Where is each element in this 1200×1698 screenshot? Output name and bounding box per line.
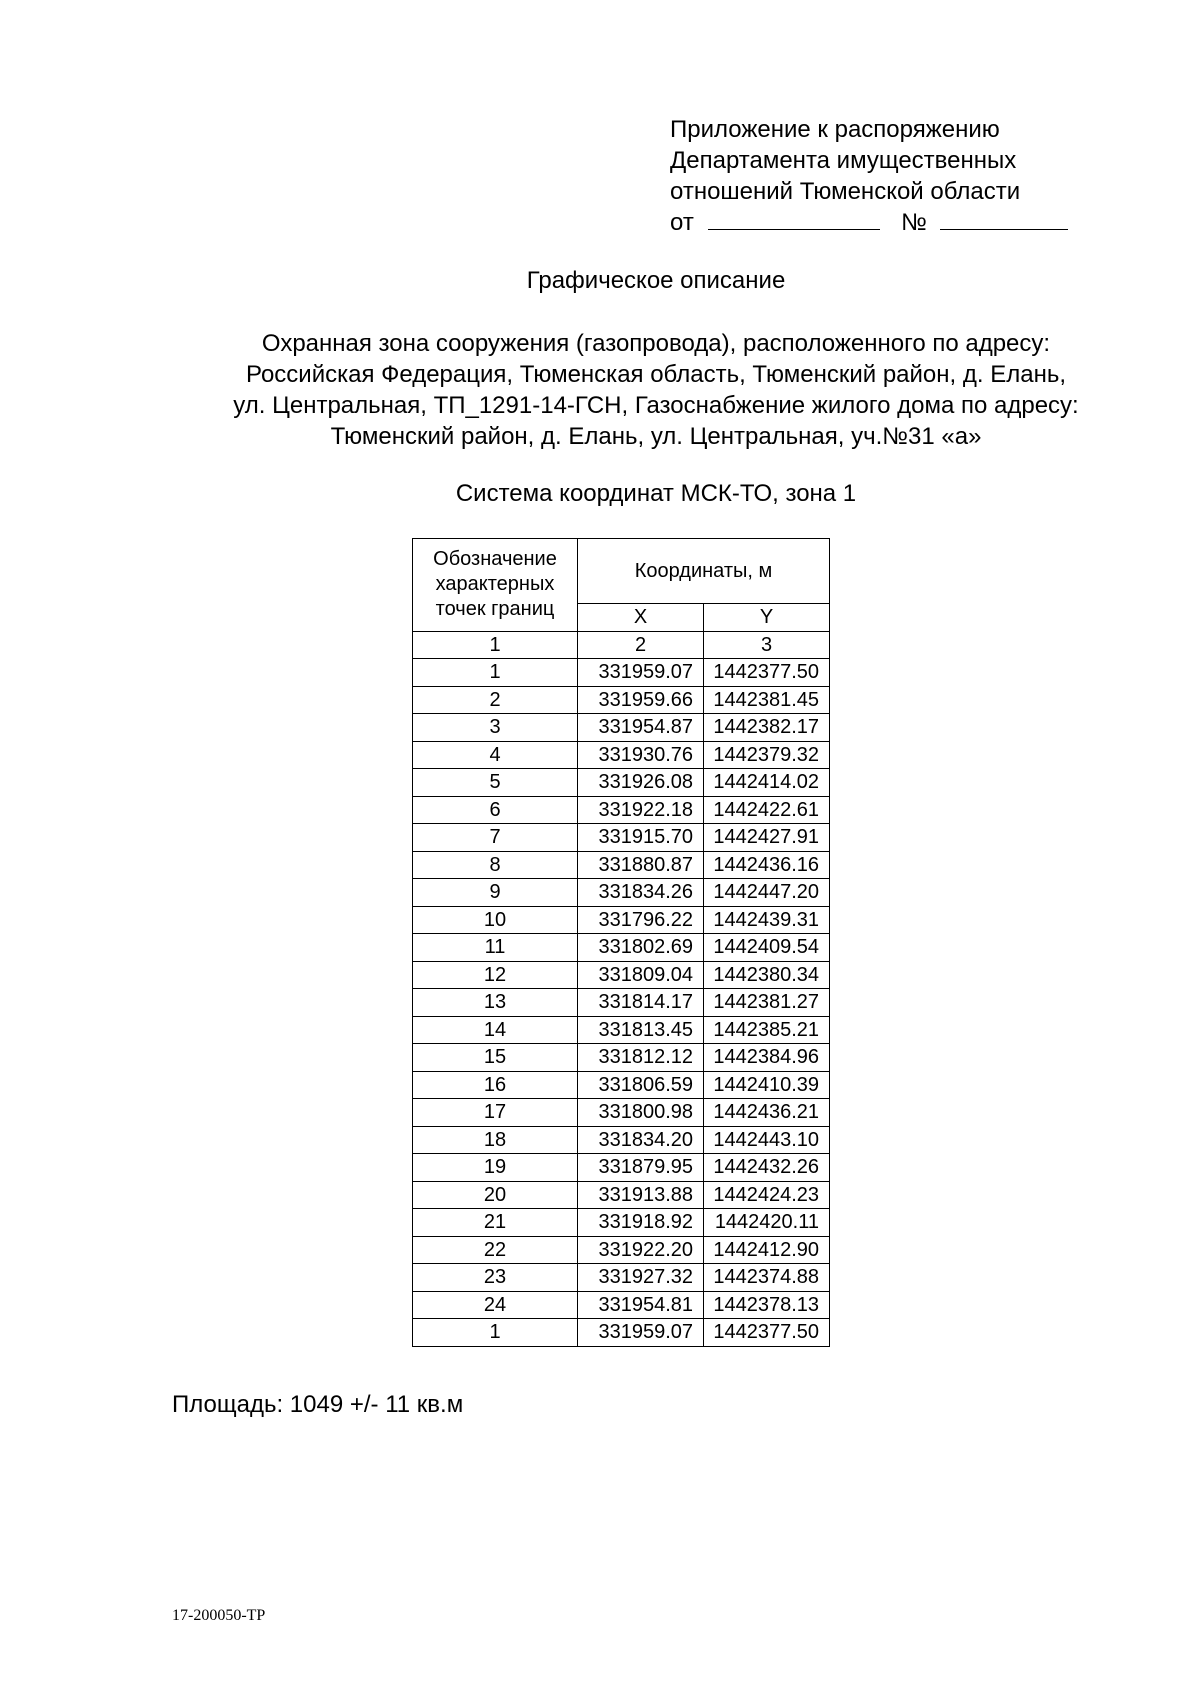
- coordinate-system: Система координат МСК-ТО, зона 1: [455, 480, 857, 507]
- x-cell: 331802.69: [578, 934, 704, 962]
- point-cell: 1: [413, 1319, 578, 1347]
- number-blank: [940, 209, 1068, 230]
- y-cell: 1442381.27: [704, 989, 830, 1017]
- table-row: [413, 1209, 830, 1237]
- y-cell: 1442379.32: [704, 741, 830, 769]
- y-cell: 1442377.50: [704, 1319, 830, 1347]
- y-cell: 1442436.21: [704, 1099, 830, 1127]
- table-row: [413, 1126, 830, 1154]
- appendix-header: [670, 114, 1068, 238]
- header-y: Y: [704, 604, 830, 632]
- appendix-line-3: отношений Тюменской области: [670, 178, 1021, 205]
- y-cell: 1442385.21: [704, 1016, 830, 1044]
- point-cell: 14: [413, 1016, 578, 1044]
- y-cell: 1442427.91: [704, 824, 830, 852]
- x-cell: 331796.22: [578, 906, 704, 934]
- y-cell: 1442409.54: [704, 934, 830, 962]
- table-row: [413, 714, 830, 742]
- y-cell: 1442420.11: [704, 1209, 830, 1237]
- x-cell: 331922.20: [578, 1236, 704, 1264]
- area-value: Площадь: 1049 +/- 11 кв.м: [172, 1391, 464, 1418]
- x-cell: 331813.45: [578, 1016, 704, 1044]
- date-prefix: от: [670, 209, 694, 236]
- table-row: [413, 741, 830, 769]
- table-row: [413, 1181, 830, 1209]
- table-row: [413, 851, 830, 879]
- object-description-line-1: Охранная зона сооружения (газопровода), расположенного по адресу:: [261, 330, 1051, 357]
- header-x: X: [578, 604, 704, 632]
- column-number-1: 1: [413, 631, 578, 659]
- y-cell: 1442424.23: [704, 1181, 830, 1209]
- point-cell: 24: [413, 1291, 578, 1319]
- point-cell: 17: [413, 1099, 578, 1127]
- table-row: [413, 686, 830, 714]
- object-description-line-2: Российская Федерация, Тюменская область, Тюменский район, д. Елань,: [245, 361, 1066, 388]
- appendix-date-number-line: [670, 207, 1068, 238]
- x-cell: 331814.17: [578, 989, 704, 1017]
- x-cell: 331954.87: [578, 714, 704, 742]
- point-cell: 6: [413, 796, 578, 824]
- x-cell: 331922.18: [578, 796, 704, 824]
- y-cell: 1442378.13: [704, 1291, 830, 1319]
- table-row: [413, 906, 830, 934]
- table-row: [413, 1236, 830, 1264]
- point-cell: 1: [413, 659, 578, 687]
- y-cell: 1442414.02: [704, 769, 830, 797]
- y-cell: 1442443.10: [704, 1126, 830, 1154]
- point-cell: 12: [413, 961, 578, 989]
- x-cell: 331959.07: [578, 659, 704, 687]
- point-cell: 15: [413, 1044, 578, 1072]
- x-cell: 331834.20: [578, 1126, 704, 1154]
- header-point-line-3: точек границ: [435, 598, 555, 621]
- object-description: [0, 328, 1200, 452]
- y-cell: 1442410.39: [704, 1071, 830, 1099]
- y-cell: 1442380.34: [704, 961, 830, 989]
- table-row: [413, 769, 830, 797]
- column-number-3: 3: [704, 631, 830, 659]
- document-title: Графическое описание: [526, 267, 786, 294]
- point-cell: 16: [413, 1071, 578, 1099]
- object-description-line-4: Тюменский район, д. Елань, ул. Центральная, уч.№31 «а»: [330, 423, 982, 450]
- header-coordinates: Координаты, м: [578, 539, 830, 604]
- x-cell: 331806.59: [578, 1071, 704, 1099]
- point-cell: 2: [413, 686, 578, 714]
- coordinates-table-body: [413, 659, 830, 1347]
- y-cell: 1442422.61: [704, 796, 830, 824]
- y-cell: 1442381.45: [704, 686, 830, 714]
- table-row: [413, 1071, 830, 1099]
- appendix-line-1: Приложение к распоряжению: [670, 116, 1000, 143]
- x-cell: 331926.08: [578, 769, 704, 797]
- point-cell: 10: [413, 906, 578, 934]
- point-cell: 7: [413, 824, 578, 852]
- point-cell: 4: [413, 741, 578, 769]
- point-cell: 19: [413, 1154, 578, 1182]
- table-row: [413, 1016, 830, 1044]
- table-row: [413, 879, 830, 907]
- x-cell: 331812.12: [578, 1044, 704, 1072]
- table-row: [413, 961, 830, 989]
- table-row: [413, 659, 830, 687]
- object-description-line-3: ул. Центральная, ТП_1291-14-ГСН, Газоснабжение жилого дома по адресу:: [233, 392, 1079, 419]
- x-cell: 331930.76: [578, 741, 704, 769]
- point-cell: 21: [413, 1209, 578, 1237]
- y-cell: 1442447.20: [704, 879, 830, 907]
- point-cell: 22: [413, 1236, 578, 1264]
- x-cell: 331954.81: [578, 1291, 704, 1319]
- appendix-line-2: Департамента имущественных: [670, 147, 1017, 174]
- point-cell: 3: [413, 714, 578, 742]
- table-row: [413, 796, 830, 824]
- y-cell: 1442432.26: [704, 1154, 830, 1182]
- coordinates-table: [412, 538, 830, 1347]
- x-cell: 331959.07: [578, 1319, 704, 1347]
- table-row: [413, 1044, 830, 1072]
- y-cell: 1442377.50: [704, 659, 830, 687]
- point-cell: 18: [413, 1126, 578, 1154]
- number-sign: №: [901, 209, 927, 236]
- point-cell: 13: [413, 989, 578, 1017]
- point-cell: 8: [413, 851, 578, 879]
- table-row: [413, 1099, 830, 1127]
- x-cell: 331915.70: [578, 824, 704, 852]
- table-row: [413, 1291, 830, 1319]
- document-code: 17-200050-ТР: [172, 1607, 266, 1624]
- table-row: [413, 824, 830, 852]
- x-cell: 331879.95: [578, 1154, 704, 1182]
- point-cell: 20: [413, 1181, 578, 1209]
- y-cell: 1442374.88: [704, 1264, 830, 1292]
- header-point-line-2: характерных: [435, 573, 555, 596]
- x-cell: 331880.87: [578, 851, 704, 879]
- table-row: [413, 934, 830, 962]
- point-cell: 23: [413, 1264, 578, 1292]
- x-cell: 331834.26: [578, 879, 704, 907]
- y-cell: 1442412.90: [704, 1236, 830, 1264]
- table-row: [413, 1319, 830, 1347]
- point-cell: 5: [413, 769, 578, 797]
- table-row: [413, 1154, 830, 1182]
- x-cell: 331809.04: [578, 961, 704, 989]
- table-row: [413, 989, 830, 1017]
- y-cell: 1442439.31: [704, 906, 830, 934]
- point-cell: 11: [413, 934, 578, 962]
- header-point-designation: [413, 539, 578, 632]
- y-cell: 1442384.96: [704, 1044, 830, 1072]
- x-cell: 331800.98: [578, 1099, 704, 1127]
- x-cell: 331959.66: [578, 686, 704, 714]
- x-cell: 331918.92: [578, 1209, 704, 1237]
- header-point-line-1: Обозначение: [433, 548, 557, 571]
- point-cell: 9: [413, 879, 578, 907]
- x-cell: 331913.88: [578, 1181, 704, 1209]
- y-cell: 1442436.16: [704, 851, 830, 879]
- x-cell: 331927.32: [578, 1264, 704, 1292]
- y-cell: 1442382.17: [704, 714, 830, 742]
- column-number-2: 2: [578, 631, 704, 659]
- table-row: [413, 1264, 830, 1292]
- date-blank: [708, 209, 880, 230]
